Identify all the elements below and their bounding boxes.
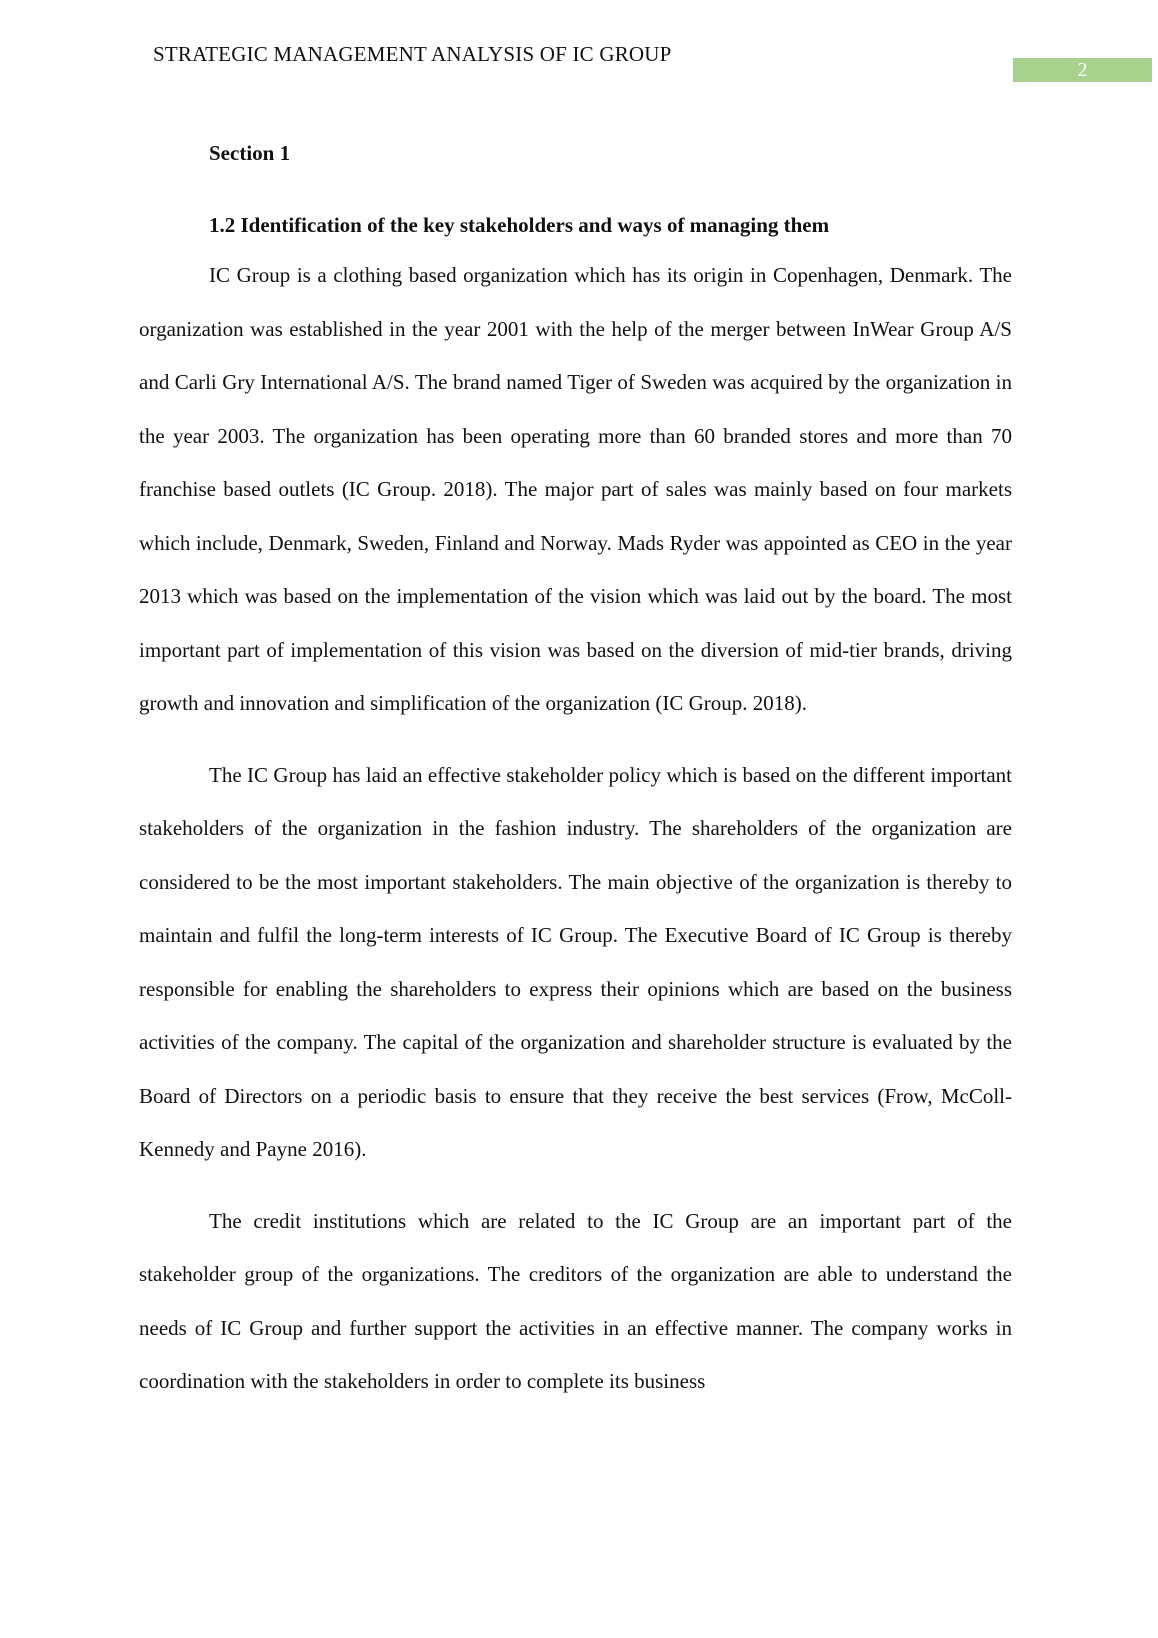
paragraph-credit-institutions: The credit institutions which are related to the IC Group are an important part of the stakeholder group of the organizations. The creditors of the organization are able to understand the needs of IC Group and further support the activities in an effective manner. The company works in coordination with the stakeholders in order to complete its business bbox=[139, 1208, 1012, 1393]
document-body bbox=[139, 135, 1012, 1409]
section-heading: Section 1 bbox=[209, 141, 291, 165]
page-number-badge: 2 bbox=[1013, 58, 1152, 82]
subsection-heading: 1.2 Identification of the key stakeholders and ways of managing them bbox=[209, 213, 830, 237]
paragraph-company-overview: IC Group is a clothing based organization which has its origin in Copenhagen, Denmark. The organization was established in the year 2001 with the help of the merger between InWear Group A/S and Carli Gry International A/S. The brand named Tiger of Sweden was acquired by the organization in the year 2003. The organization has been operating more than 60 branded stores and more than 70 franchise based outlets (IC Group. 2018). The major part of sales was mainly based on four markets which include, Denmark, Sweden, Finland and Norway. Mads Ryder was appointed as CEO in the year 2013 which was based on the implementation of the vision which was laid out by the board. The most important part of implementation of this vision was based on the diversion of mid-tier brands, driving growth and innovation and simplification of the organization (IC Group. 2018). bbox=[139, 263, 1012, 715]
running-header-title: STRATEGIC MANAGEMENT ANALYSIS OF IC GROUP bbox=[153, 42, 672, 66]
paragraph-stakeholder-policy: The IC Group has laid an effective stakeholder policy which is based on the different important stakeholders of the organization in the fashion industry. The shareholders of the organization are considered to be the most important stakeholders. The main objective of the organization is thereby to maintain and fulfil the long-term interests of IC Group. The Executive Board of IC Group is thereby responsible for enabling the shareholders to express their opinions which are based on the business activities of the company. The capital of the organization and shareholder structure is evaluated by the Board of Directors on a periodic basis to ensure that they receive the best services (Frow, McColl-Kennedy and Payne 2016). bbox=[139, 762, 1012, 1161]
